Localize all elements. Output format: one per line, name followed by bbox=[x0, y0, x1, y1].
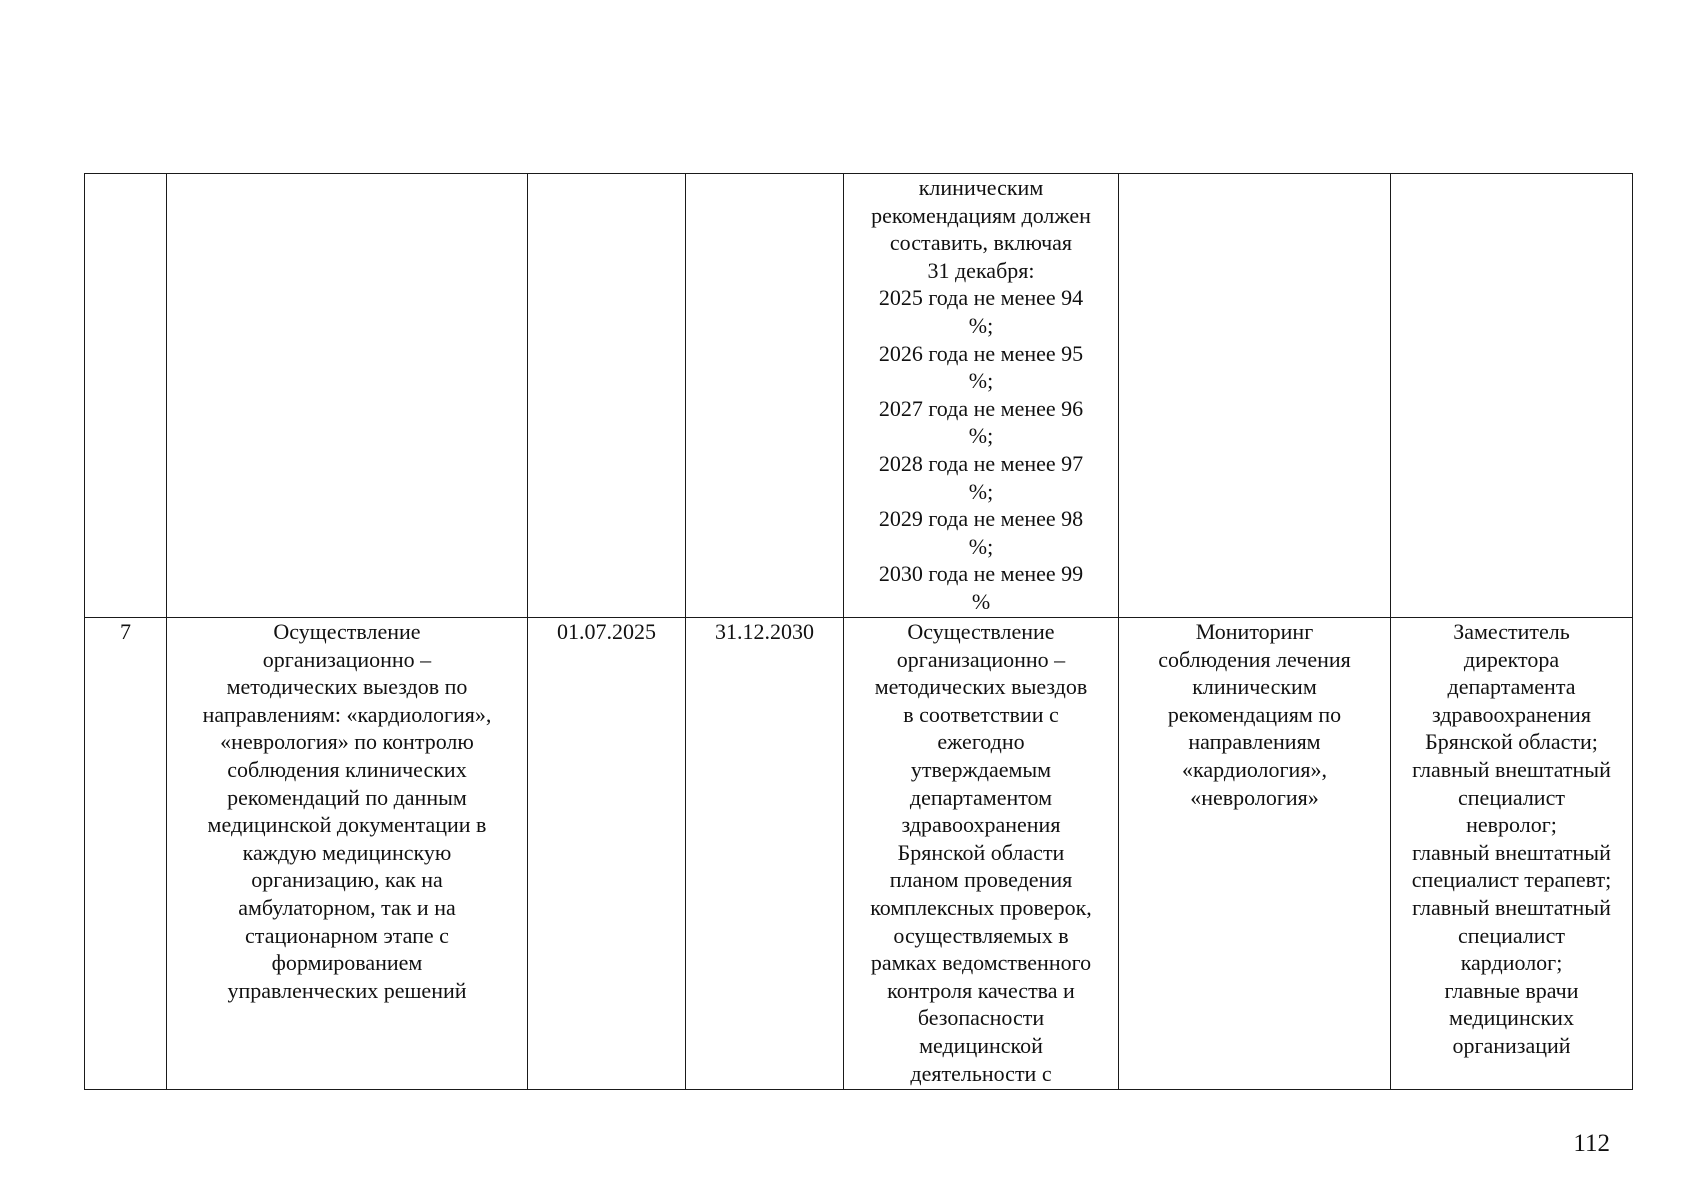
table-row bbox=[85, 618, 1633, 1090]
measures-table bbox=[84, 173, 1633, 1090]
responsible-cell bbox=[1391, 174, 1633, 618]
indicator-cell: Мониторинг соблюдения лечения клиническим рекомендациям по направлениям «кардиология», «неврология» bbox=[1119, 618, 1391, 1090]
start-date-cell bbox=[528, 174, 686, 618]
measure-cell: Осуществление организационно – методических выездов по направлениям: «кардиология», «неврология» по контролю соблюдения клинических рекомендаций по данным медицинской документации в каждую медицинскую организацию, как на амбулаторном, так и на стационарном этапе с формированием управленческих решений bbox=[167, 618, 528, 1090]
end-date-cell bbox=[686, 174, 844, 618]
expected-result-cell: клиническим рекомендациям должен составить, включая 31 декабря: 2025 года не менее 94 %; 2026 года не менее 95 %; 2027 года не менее 96 %; 2028 года не менее 97 %; 2029 года не менее 98 %; 2030 года не менее 99 % bbox=[844, 174, 1119, 618]
responsible-cell: Заместитель директора департамента здравоохранения Брянской области; главный внештатный специалист невролог; главный внештатный специалист терапевт; главный внештатный специалист кардиолог; главные врачи медицинских организаций bbox=[1391, 618, 1633, 1090]
indicator-cell bbox=[1119, 174, 1391, 618]
row-number-cell: 7 bbox=[85, 618, 167, 1090]
expected-result-cell: Осуществление организационно – методических выездов в соответствии с ежегодно утверждаемым департаментом здравоохранения Брянской области планом проведения комплексных проверок, осуществляемых в рамках ведомственного контроля качества и безопасности медицинской деятельности с bbox=[844, 618, 1119, 1090]
start-date-cell: 01.07.2025 bbox=[528, 618, 686, 1090]
table-row bbox=[85, 174, 1633, 618]
end-date-cell: 31.12.2030 bbox=[686, 618, 844, 1090]
measure-cell bbox=[167, 174, 528, 618]
row-number-cell bbox=[85, 174, 167, 618]
page-number: 112 bbox=[1573, 1130, 1610, 1157]
